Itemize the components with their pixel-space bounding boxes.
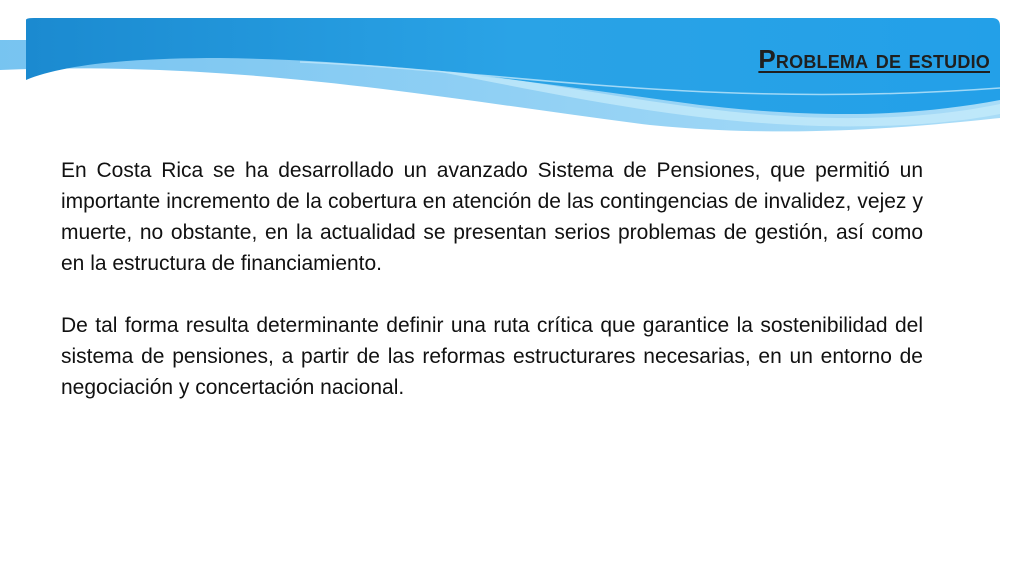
paragraph-1: En Costa Rica se ha desarrollado un avanzado Sistema de Pensiones, que permitió un importante incremento de la cobertura en atención de las contingencias de invalidez, vejez y muerte, no obstante, en la actualidad se presentan serios problemas de gestión, así como en la estructura de financiamiento. <box>61 159 923 275</box>
slide-body <box>61 155 923 434</box>
slide-title: Problema de estudio <box>758 44 990 74</box>
paragraph-2: De tal forma resulta determinante definir una ruta crítica que garantice la sostenibilidad del sistema de pensiones, a partir de las reformas estructurares necesarias, en un entorno de negociación y concertación nacional. <box>61 314 923 399</box>
